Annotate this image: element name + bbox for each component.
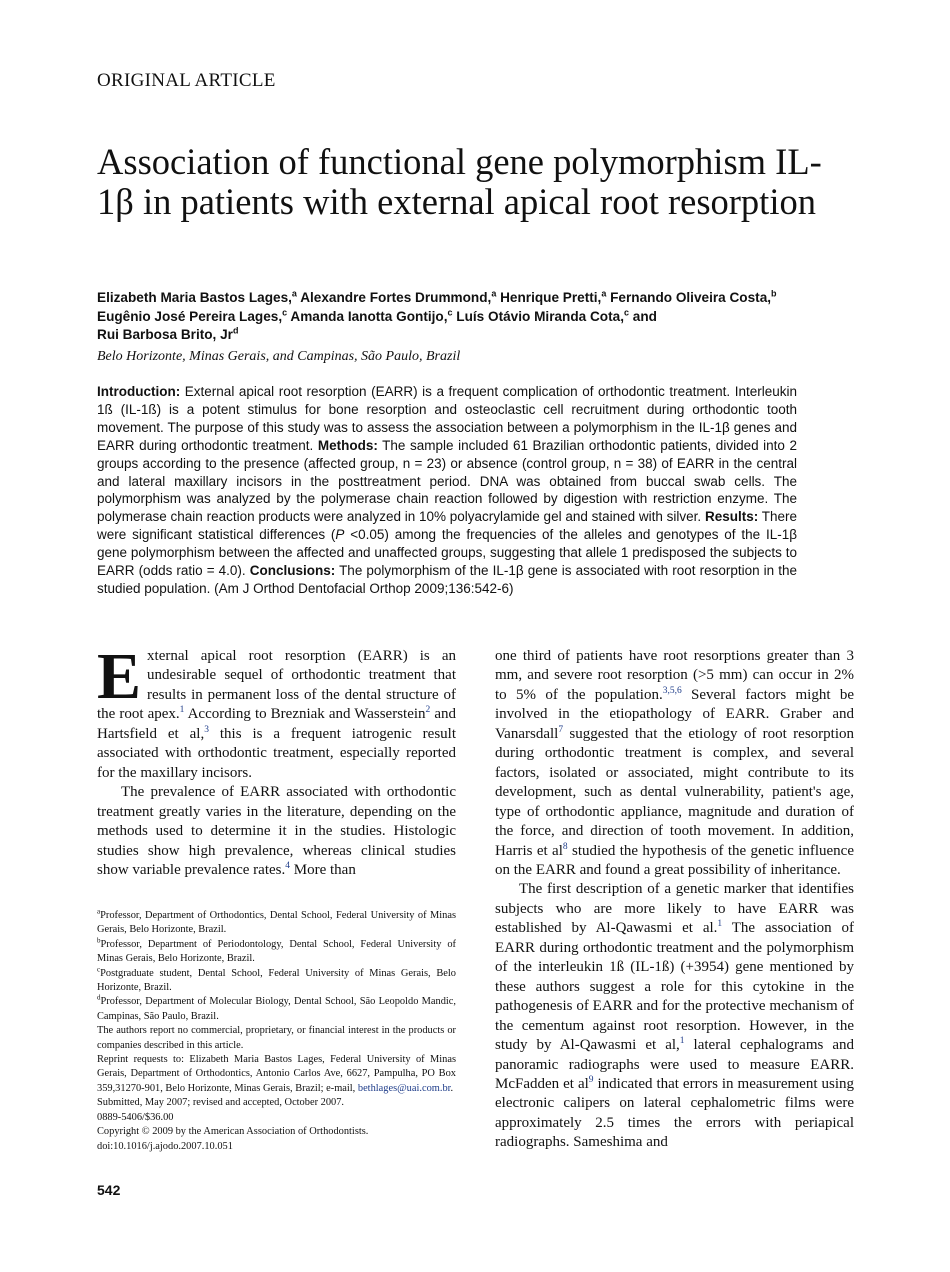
author-affiliation-marker: d (232, 325, 239, 336)
footnote-marker: b (97, 936, 101, 945)
abstract-results-label: Results: (704, 509, 759, 525)
section-label: ORIGINAL ARTICLE (97, 70, 276, 91)
reprint-text: . (450, 1082, 454, 1094)
citation-link[interactable]: 3,5,6 (662, 685, 682, 696)
abstract-methods-label: Methods: (317, 437, 378, 453)
author-name: Fernando Oliveira Costa, (610, 290, 772, 305)
submission-dates: Submitted, May 2007; revised and accepted, October 2007. (97, 1097, 345, 1109)
body-paragraph (495, 880, 854, 1152)
drop-cap: E (97, 640, 142, 713)
interest-statement: The authors report no commercial, proprietary, or financial interest in the products or companies described in this article. (97, 1025, 456, 1051)
abstract (97, 383, 797, 598)
abstract-p-value-symbol: P (335, 527, 345, 543)
citation-link[interactable]: 2 (425, 705, 431, 716)
affiliation: Belo Horizonte, Minas Gerais, and Campinas, São Paulo, Brazil (97, 349, 461, 364)
author-name: Rui Barbosa Brito, Jr (97, 327, 233, 342)
page-number: 542 (97, 1182, 121, 1198)
body-column-left (97, 640, 456, 880)
email-link[interactable]: bethlages@uai.com.br (357, 1082, 451, 1094)
body-text: and Hartsfield et al, (97, 706, 456, 742)
abstract-results-text: There were significant statistical differences ( (97, 509, 798, 543)
body-text: More than (290, 861, 356, 878)
author-name: Luís Otávio Miranda Cota, (456, 308, 624, 324)
citation-link[interactable]: 7 (558, 724, 564, 735)
author-name: Amanda Ianotta Gontijo, (290, 308, 448, 324)
author-list (97, 289, 857, 345)
author-separator: and (629, 308, 657, 324)
body-text: studied the hypothesis of the genetic influence on the EARR and found a great possibility of inheritance. (495, 842, 854, 878)
body-text: xternal apical root resorption (EARR) is an undesirable sequel of orthodontic treatment that results in permanent loss of the dental structure of the root apex. (97, 648, 456, 723)
footnote (97, 938, 456, 967)
article-title: Association of functional gene polymorphism IL-1β in patients with external apical root resorption (97, 141, 822, 222)
footnote-text: Postgraduate student, Dental School, Federal University of Minas Gerais, Belo Horizonte, Brazil. (97, 967, 456, 994)
abstract-intro-text: External apical root resorption (EARR) is a frequent complication of orthodontic treatment. Interleukin 1ß (IL-1ß) is a potent stimulus for bone resorption and osteoclastic cell recruitment during orthodontic tooth movement. The purpose of this study was to assess the association between a polymorphism in the IL-1β genes and EARR during orthodontic treatment. (97, 384, 797, 453)
body-text: this is a frequent iatrogenic result associated with orthodontic treatment, especially reported for the maxillary incisors. (97, 725, 456, 781)
body-text: According to Brezniak and Wasserstein (184, 706, 426, 723)
doi: doi:10.1016/j.ajodo.2007.10.051 (97, 1140, 233, 1152)
footnote-text: Professor, Department of Orthodontics, Dental School, Federal University of Minas Gerais, Belo Horizonte, Brazil. (97, 910, 456, 936)
body-text: The association of EARR during orthodontic treatment and the polymorphism of the interleukin 1ß (IL-1ß) (+3954) gene mentioned by these authors suggest a role for this cytokine in the pathogenesis of EARR and for the protective mechanism of the cementum against root resorption. However, in the study by Al-Qawasmi et al, (495, 920, 854, 1054)
body-text: The first description of a genetic marker that identifies subjects who are more likely to have EARR was established by Al-Qawasmi et al. (495, 881, 854, 937)
author-affiliation-marker: a (601, 288, 607, 299)
body-text: Several factors might be involved in the etiopathology of EARR. Graber and Vanarsdall (495, 686, 854, 742)
citation-link[interactable]: 4 (285, 860, 290, 871)
footnote-marker: d (97, 993, 101, 1002)
citation-link[interactable]: 1 (717, 919, 723, 930)
body-text: suggested that the etiology of root resorption during orthodontic treatment is complex, and several factors, isolated or associated, might contribute to its development, such as dental vulnerability, patient's age, type of orthodontic appliance, magnitude and duration of the force, and direction of tooth movement. In addition, Harris et al (495, 725, 854, 859)
author-name: Alexandre Fortes Drummond, (300, 290, 492, 305)
body-text: one third of patients have root resorptions greater than 3 mm, and severe root resorption (>5 mm) can occur in 2% to 5% of the population. (495, 648, 854, 703)
body-text: indicated that errors in measurement using electronic calipers on lateral cephalometric films were approximately 2.5 times the errors with periapical radiographs. Sameshima and (495, 1075, 854, 1151)
abstract-conclusions-label: Conclusions: (249, 563, 336, 579)
copyright: Copyright © 2009 by the American Association of Orthodontists. (97, 1126, 369, 1138)
body-text: lateral cephalograms and panoramic radiographs were used to measure EARR. McFadden et al (495, 1037, 854, 1092)
body-paragraph (97, 640, 456, 783)
author-name: Eugênio José Pereira Lages, (97, 308, 283, 324)
citation-link[interactable]: 1 (679, 1036, 685, 1047)
footnote-text: Professor, Department of Periodontology, Dental School, Federal University of Minas Gerais, Belo Horizonte, Brazil. (97, 938, 456, 965)
author-affiliation-marker: c (447, 306, 453, 317)
author-affiliation-marker: c (282, 306, 288, 317)
author-affiliation-marker: a (491, 288, 497, 299)
author-name: Elizabeth Maria Bastos Lages, (97, 290, 292, 305)
reprint-text: Reprint requests to: Elizabeth Maria Bastos Lages, Federal University of Minas Gerais, Department of Orthodontics, Antonio Carlos Ave, 6627, Pampulha, PO Box 359,31270-901, Belo Horizonte, Minas Gerais, Brazil; e-mail, (97, 1054, 456, 1094)
author-name: Henrique Pretti, (500, 290, 602, 305)
footnote-marker: c (97, 965, 101, 974)
body-paragraph (495, 647, 854, 880)
footnote-text: Professor, Department of Molecular Biology, Dental School, São Leopoldo Mandic, Campinas, São Paulo, Brazil. (97, 996, 456, 1022)
footnote (97, 995, 456, 1024)
body-paragraph (97, 783, 456, 880)
footnote (97, 909, 456, 938)
footnotes (97, 909, 456, 1154)
abstract-methods-text: The sample included 61 Brazilian orthodontic patients, divided into 2 groups according to the presence (affected group, n = 23) or absence (control group, n = 38) of EARR in the central and lateral maxillary incisors in the posttreatment period. DNA was obtained from buccal swab cells. The polymorphism was analyzed by the polymerase chain reaction followed by digestion with restriction enzyme. The polymerase chain reaction products were analyzed in 10% polyacrylamide gel and stained with silver. (97, 437, 797, 525)
abstract-conclusions-text: The polymorphism of the IL-1β gene is associated with root resorption in the studied population. (Am J Orthod Dentofacial Orthop 2009;136:542-6) (97, 563, 797, 596)
citation-link[interactable]: 1 (179, 705, 185, 716)
footnote-marker: a (97, 907, 101, 916)
footnote (97, 967, 456, 996)
reprint-requests (97, 1053, 456, 1096)
body-column-right (495, 647, 854, 1153)
body-text: The prevalence of EARR associated with orthodontic treatment greatly varies in the literature, depending on the methods used to determine it in the studies. Histologic studies show high prevalence, whereas clinical studies show variable prevalence rates. (97, 784, 456, 878)
issn: 0889-5406/$36.00 (97, 1111, 174, 1123)
abstract-intro-label: Introduction: (97, 384, 181, 399)
author-affiliation-marker: c (623, 306, 629, 317)
author-affiliation-marker: b (771, 288, 777, 299)
citation-link[interactable]: 8 (562, 841, 568, 852)
author-affiliation-marker: a (291, 288, 297, 299)
citation-link[interactable]: 9 (588, 1074, 594, 1085)
citation-link[interactable]: 3 (204, 724, 209, 735)
abstract-results-text-cont: <0.05) among the frequencies of the alleles and genotypes of the IL-1β gene polymorphism between the affected and unaffected groups, suggesting that allele 1 predisposed the subjects to EARR (odds ratio = 4.0). (97, 527, 797, 579)
